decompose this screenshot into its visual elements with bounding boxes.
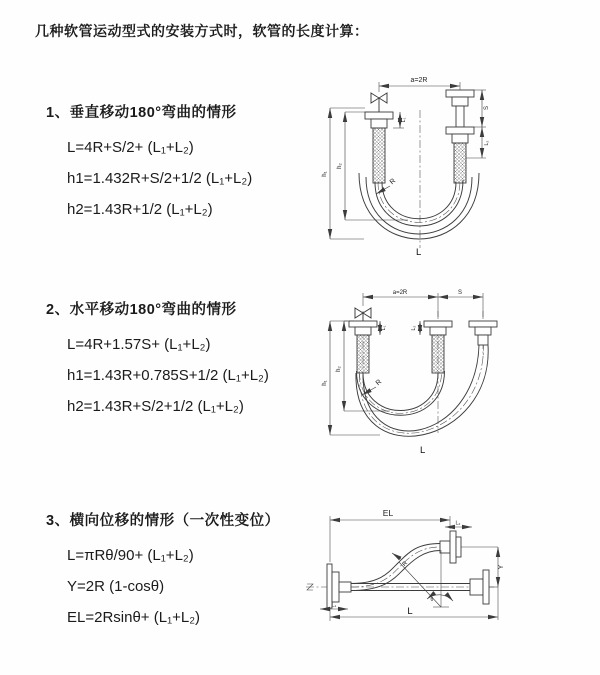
- right-pipe-assembly: [469, 321, 497, 345]
- dim-label-h1: h₁: [322, 380, 328, 386]
- dim-label-l2: L₂: [411, 325, 417, 331]
- dimension-a2r: [363, 290, 438, 317]
- dimension-l1: [320, 603, 348, 610]
- hose-displaced-position: [351, 531, 461, 591]
- section-vertical-bend: [46, 101, 252, 225]
- valve-icon: [355, 308, 371, 321]
- right-pipe-assembly: [446, 90, 474, 183]
- left-flange-assembly: [327, 564, 351, 608]
- dim-label-l1: L₁: [331, 602, 337, 609]
- formula-h1: h1=1.43R+0.785S+1/2 (L₁+L₂): [67, 367, 269, 384]
- diagram-vertical-180-bend: [312, 70, 597, 262]
- middle-pipe-assembly: [424, 321, 452, 373]
- formula-length: L=πRθ/90+ (L₁+L₂): [67, 547, 194, 564]
- section-horizontal-bend: [46, 298, 269, 422]
- dim-label-l1: L₁: [401, 117, 407, 123]
- dim-label-h2: h₂: [336, 366, 342, 372]
- formula-h2: h2=1.43R+1/2 (L₁+L₂): [67, 201, 213, 218]
- section-3-formulas: [67, 540, 280, 633]
- formula-h2: h2=1.43R+S/2+1/2 (L₁+L₂): [67, 398, 244, 415]
- length-label: L: [416, 247, 422, 258]
- radius-label: R: [374, 378, 384, 388]
- dim-label-l1: L₁: [381, 325, 387, 331]
- dim-label-l2: L₂: [484, 140, 490, 146]
- left-pipe-assembly: [365, 112, 393, 183]
- radius-label: R: [388, 177, 398, 187]
- section-1-heading: 1、垂直移动180°弯曲的情形: [46, 105, 237, 121]
- hose-position-2: [356, 345, 488, 436]
- formula-h1: h1=1.432R+S/2+1/2 (L₁+L₂): [67, 170, 253, 187]
- angle-label: θ: [430, 597, 434, 603]
- dimension-s: [438, 290, 483, 317]
- valve-icon: [371, 93, 387, 112]
- dimension-l2: [445, 521, 472, 528]
- dimension-s: [474, 90, 490, 127]
- section-2-heading: 2、水平移动180°弯曲的情形: [46, 302, 237, 318]
- dim-label-y: Y: [498, 564, 505, 570]
- diagram-lateral-displacement: [300, 500, 600, 646]
- dim-label-el: EL: [382, 508, 394, 518]
- radius-label: R: [401, 560, 409, 568]
- dim-label-h1: h₁: [322, 171, 328, 177]
- dimension-l2: [411, 321, 420, 335]
- formula-length: L=4R+S/2+ (L₁+L₂): [67, 139, 194, 156]
- diagram-horizontal-180-bend: [308, 283, 600, 459]
- formula-el: EL=2Rsinθ+ (L₁+L₂): [67, 609, 201, 626]
- dimension-l1: [380, 321, 387, 335]
- dim-label-s: S: [484, 105, 490, 111]
- hose-position-1: [357, 371, 445, 415]
- dim-label-l2: L₂: [455, 520, 461, 527]
- formula-length: L=4R+1.57S+ (L₁+L₂): [67, 336, 211, 353]
- length-label: L: [407, 606, 413, 617]
- dim-label-s: S: [457, 290, 463, 296]
- section-1-formulas: [67, 132, 252, 225]
- section-2-formulas: [67, 329, 269, 422]
- angle-construction: [399, 550, 453, 607]
- section-lateral-displacement: [46, 509, 280, 633]
- dim-label-a2r: a=2R: [392, 290, 408, 296]
- section-3-heading: 3、横向位移的情形（一次性变位）: [46, 513, 280, 529]
- length-label: L: [420, 445, 426, 456]
- dimension-h1: [322, 321, 380, 435]
- dim-label-a2r: a=2R: [410, 77, 428, 84]
- dimension-el: [330, 508, 450, 562]
- page-title: 几种软管运动型式的安装方式时，软管的长度计算：: [35, 23, 369, 39]
- left-pipe-assembly: [349, 321, 377, 373]
- dim-label-h2: h₂: [337, 163, 343, 169]
- formula-y: Y=2R (1-cosθ): [67, 578, 165, 595]
- dimension-l: [330, 606, 498, 621]
- dimension-l1: [393, 112, 407, 128]
